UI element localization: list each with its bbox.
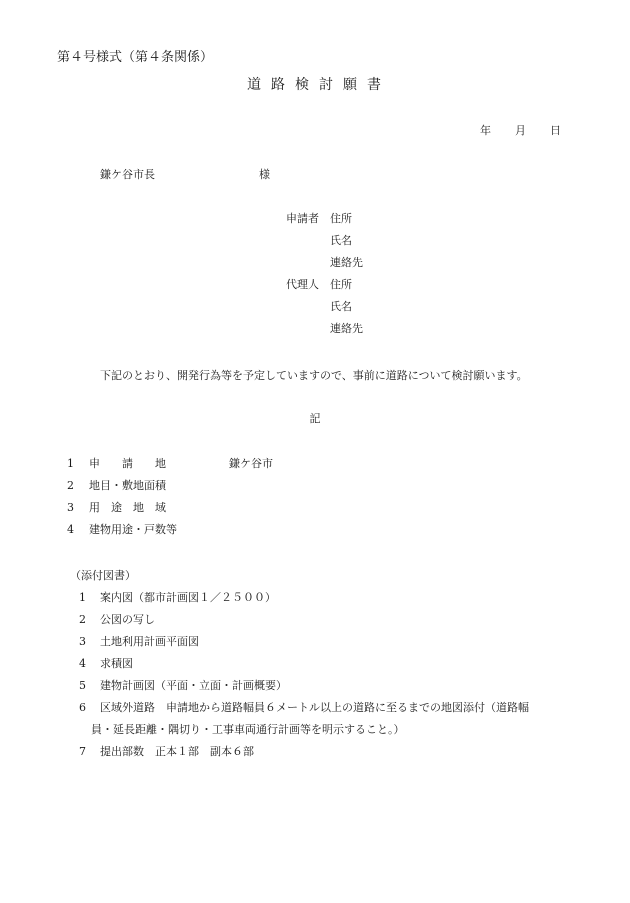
item-number: 2 (67, 479, 74, 492)
attachment-number: 2 (79, 613, 86, 626)
attachment-text: 公図の写し (100, 613, 155, 626)
attachment-number: 3 (79, 635, 86, 648)
agent-role: 代理人 (286, 278, 319, 291)
agent-contact-label: 連絡先 (330, 322, 363, 335)
form-number: 第４号様式（第４条関係） (57, 50, 214, 65)
intro-text: 下記のとおり、開発行為等を予定していますので、事前に道路について検討願います。 (100, 369, 528, 382)
attachment-text: 案内図（都市計画図１／２５００） (100, 591, 276, 604)
addressee-name: 鎌ケ谷市長 (100, 168, 155, 181)
attachment-number: 4 (79, 657, 86, 670)
attachment-number: 1 (79, 591, 86, 604)
applicant-name-label: 氏名 (330, 234, 352, 247)
attachment-text: 区域外道路 申請地から道路幅員６メートル以上の道路に至るまでの地図添付（道路幅 (100, 701, 529, 714)
applicant-contact-label: 連絡先 (330, 256, 363, 269)
attachment-text: 求積図 (100, 657, 133, 670)
attachment-text: 土地利用計画平面図 (100, 635, 199, 648)
item-label: 地目・敷地面積 (89, 479, 166, 492)
date-day-label: 日 (550, 124, 561, 137)
attachment-number: 5 (79, 679, 86, 692)
applicant-address-label: 住所 (330, 212, 352, 225)
item-number: 1 (67, 457, 74, 470)
item-label: 申 請 地 (89, 457, 166, 470)
item-label: 用 途 地 域 (89, 501, 166, 514)
attachment-text: 提出部数 正本１部 副本６部 (100, 745, 254, 758)
date-month-label: 月 (515, 124, 526, 137)
document-title: 道路検討願書 (247, 77, 391, 93)
attachment-text: 建物計画図（平面・立面・計画概要） (100, 679, 287, 692)
attachment-text-continued: 員・延長距離・隅切り・工事車両通行計画等を明示すること。） (91, 723, 405, 736)
date-line (480, 124, 561, 138)
attachment-number: 6 (79, 701, 86, 714)
applicant-role: 申請者 (286, 212, 319, 225)
agent-address-label: 住所 (330, 278, 352, 291)
ki-heading: 記 (309, 412, 321, 425)
addressee-honorific: 様 (259, 168, 270, 181)
item-number: 3 (67, 501, 74, 514)
item-label: 建物用途・戸数等 (89, 523, 177, 536)
date-year-label: 年 (480, 124, 491, 137)
attachment-number: 7 (79, 745, 86, 758)
item-number: 4 (67, 523, 74, 536)
item-value: 鎌ケ谷市 (229, 457, 273, 470)
attachments-heading: （添付図書） (70, 569, 136, 582)
agent-name-label: 氏名 (330, 300, 352, 313)
